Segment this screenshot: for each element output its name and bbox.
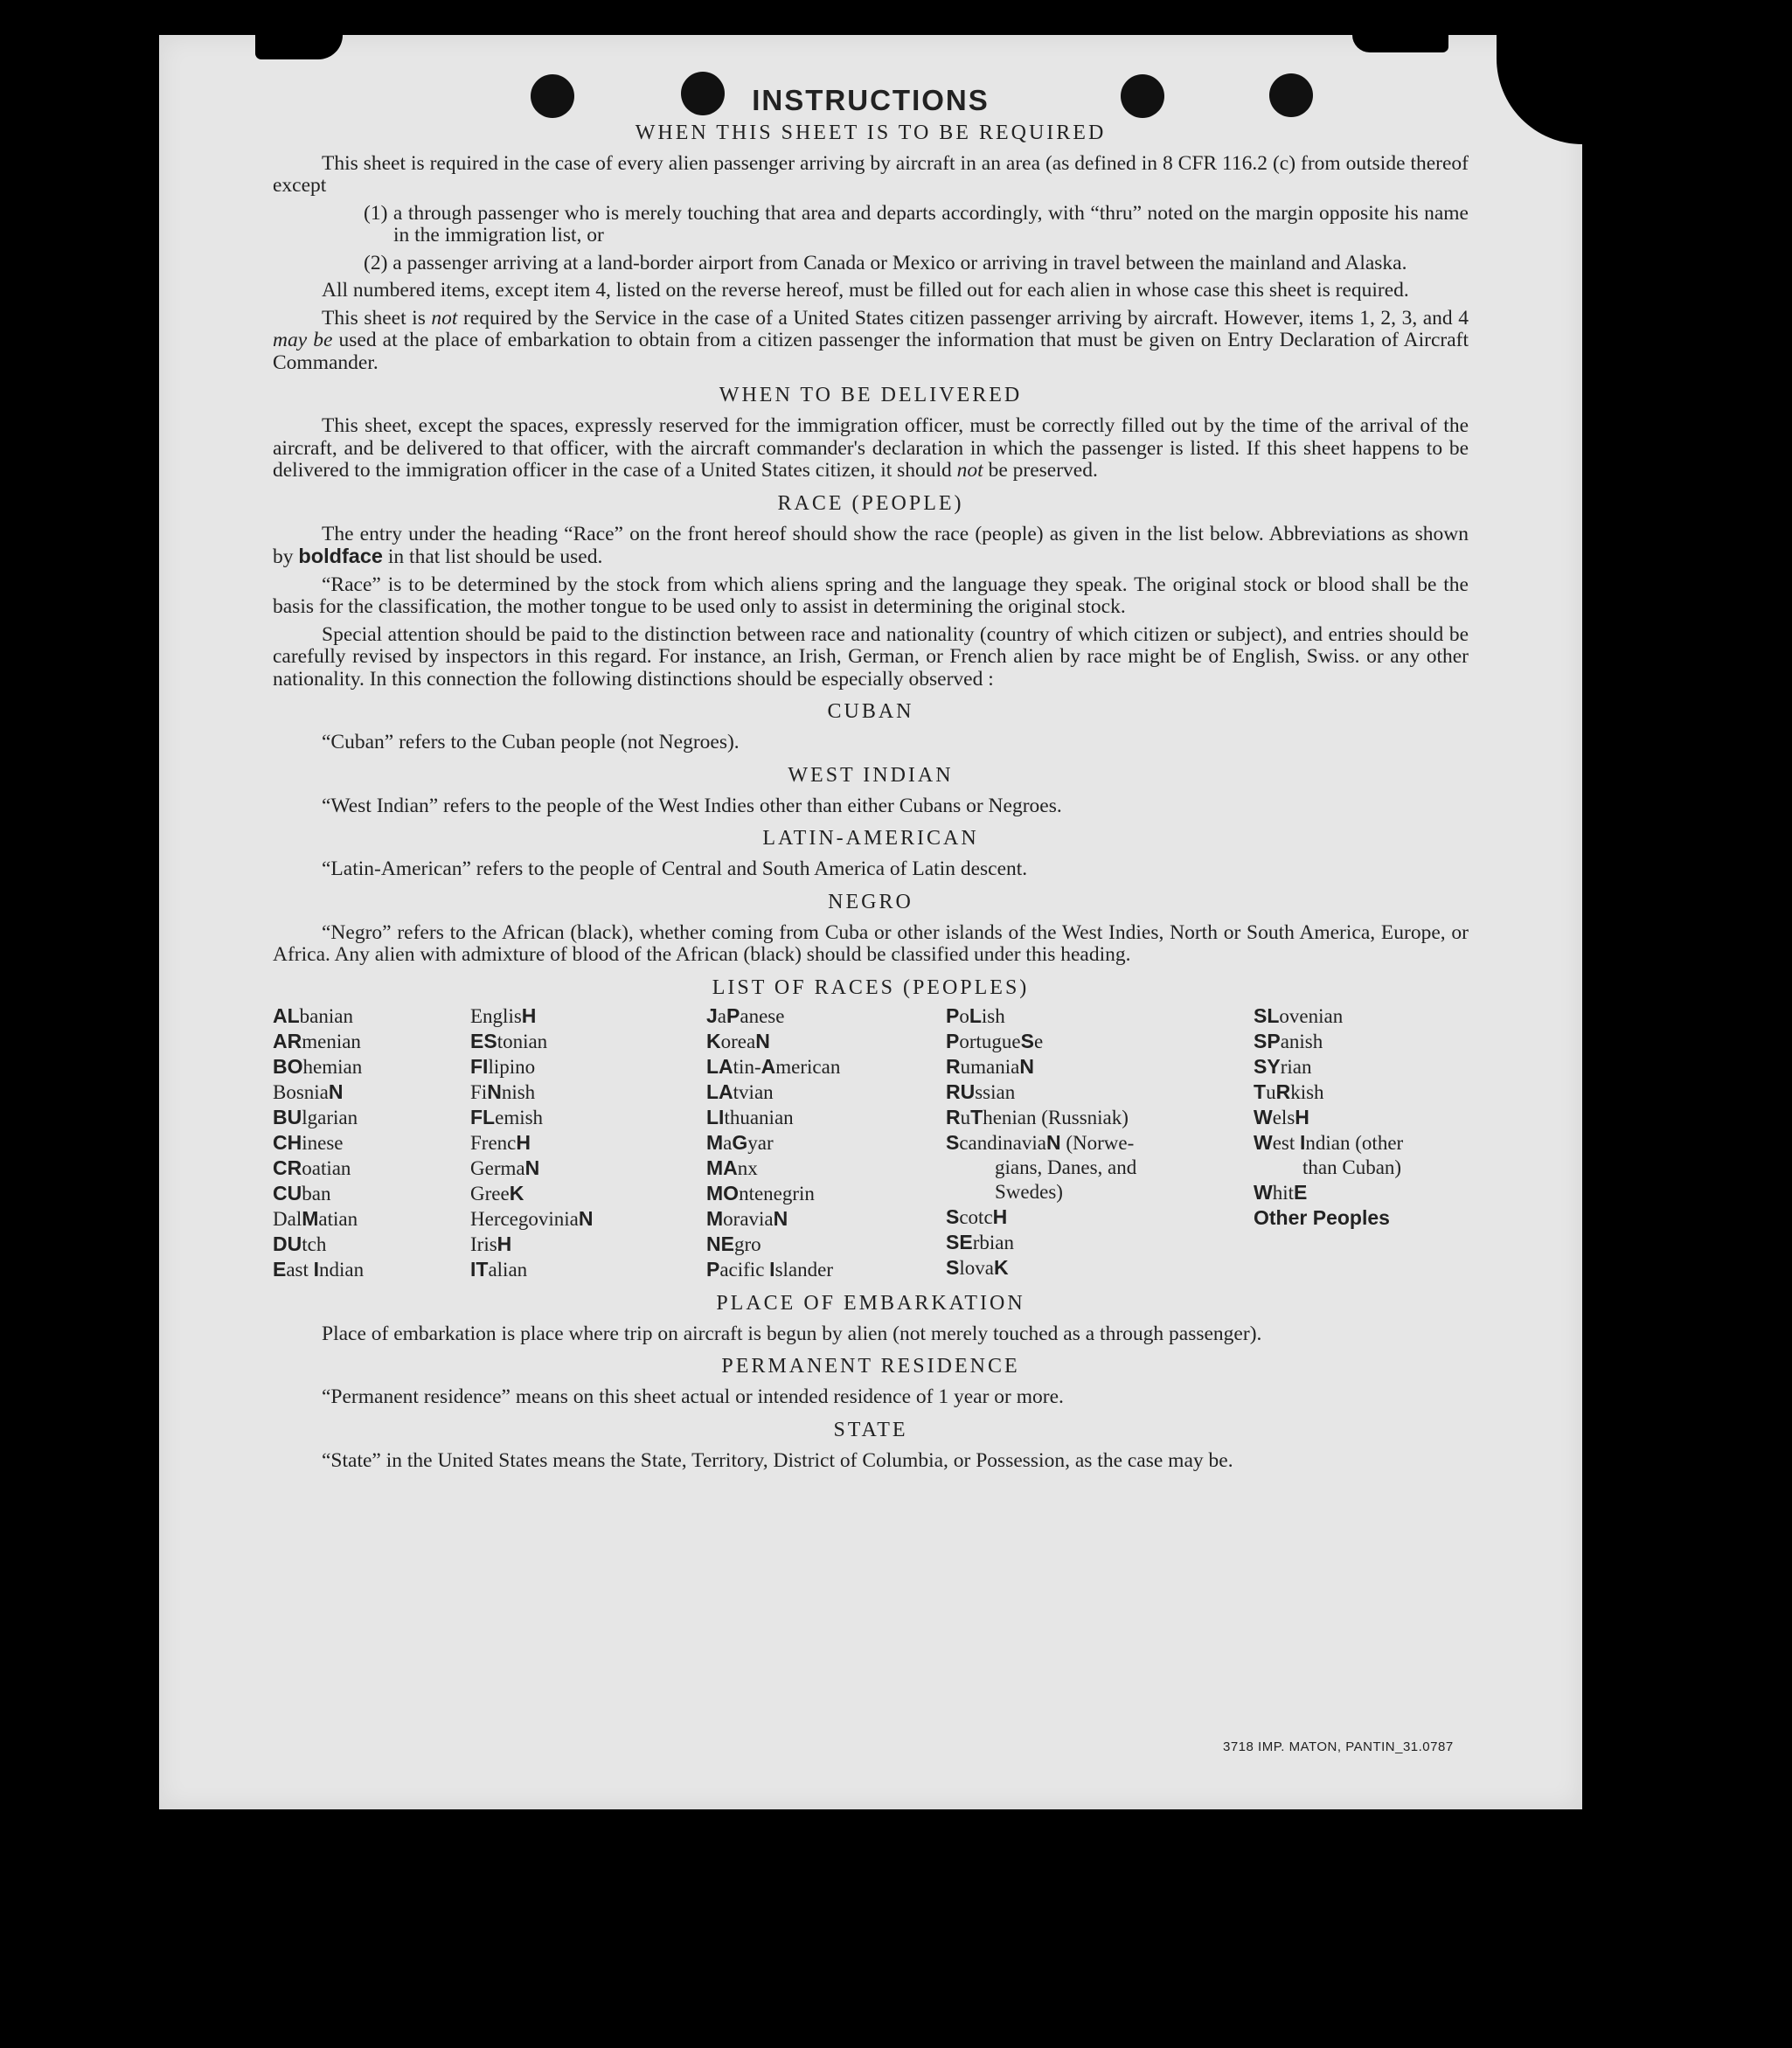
race-entry: ARmenian [273,1029,361,1052]
race-entry: RUssian [946,1080,1016,1103]
section-heading: PLACE OF EMBARKATION [716,1291,1025,1315]
race-entry: TuRkish [1254,1080,1324,1103]
paragraph: This sheet is not required by the Service in the case of a United States citizen passenger arriving by aircraft. However, items 1, 2, 3, and 4 may be used at the place of embarkation to obtain from a citizen passenger the information that must be given on Entry Declaration of Aircraft Commander. [273,306,1469,374]
race-entry: SErbian [946,1230,1014,1253]
race-entry: JaPanese [706,1003,785,1027]
paragraph: “West Indian” refers to the people of the West Indies other than either Cubans or Negroes. [322,794,1062,817]
race-entry: FrencH [470,1130,531,1154]
instructions-body [273,84,1469,1477]
section-heading: LATIN-AMERICAN [762,827,979,850]
race-entry: ScandinaviaN (Norwe- [946,1130,1135,1154]
races-column [946,1003,1254,1282]
race-entry: FiNnish [470,1080,536,1103]
race-entry: EStonian [470,1029,548,1052]
paragraph: The entry under the heading “Race” on the front hereof should show the race (people) as given in the list below. Abbreviations as shown by boldface in that list should be used. [273,522,1469,568]
race-entry: BOhemian [273,1054,363,1078]
race-entry: West Indian (other [1254,1130,1404,1154]
races-column [1254,1003,1469,1282]
paragraph: This sheet is required in the case of every alien passenger arriving by aircraft in an area (as defined in 8 CFR 116.2 (c) from outside thereof except [273,151,1469,197]
race-entry: MoraviaN [706,1206,788,1230]
section-heading: RACE (PEOPLE) [777,491,964,515]
paragraph: “State” in the United States means the State, Territory, District of Columbia, or Possession, as the case may be. [322,1448,1233,1472]
race-entry: CHinese [273,1130,344,1154]
printer-mark: 3718 IMP. MATON, PANTIN_31.0787 [1223,1739,1454,1754]
torn-edge [1352,35,1448,52]
section-heading: LIST OF RACES (PEOPLES) [712,975,1030,999]
race-entry: IrisH [470,1232,512,1255]
race-entry: FIlipino [470,1054,536,1078]
list-item: (1) a through passenger who is merely touching that area and departs accordingly, with “thru” noted on the margin opposite his name in the immigration list, or [364,201,1469,246]
race-entry: HercegoviniaN [470,1206,594,1230]
race-entry: East Indian [273,1257,365,1281]
page-title: INSTRUCTIONS [752,84,990,116]
paragraph: This sheet, except the spaces, expressly reserved for the immigration officer, must be correctly filled out by the time of the arrival of the aircraft, and be delivered to that officer, with the aircraft commander's declaration in which the passenger is listed. If this sheet happens to be delivered to the immigration officer in the case of a United States citizen, it should not be preserved. [273,414,1469,482]
paragraph: “Permanent residence” means on this sheet actual or intended residence of 1 year or more. [322,1385,1064,1408]
race-entry: than Cuban) [1302,1156,1402,1178]
races-column [706,1003,946,1282]
section-heading: PERMANENT RESIDENCE [721,1355,1020,1378]
paragraph: “Race” is to be determined by the stock from which aliens spring and the language they speak. The original stock or blood shall be the basis for the classification, the mother tongue to be used only to assist in determining the original stock. [273,573,1469,618]
race-entry: SLovenian [1254,1003,1344,1027]
section-heading: WHEN TO BE DELIVERED [719,384,1023,406]
race-entry: RuThenian (Russniak) [946,1105,1129,1128]
race-entry: MaGyar [706,1130,774,1154]
race-entry: WhitE [1254,1180,1308,1204]
race-entry: ITalian [470,1257,528,1281]
race-entry: LAtin-American [706,1054,841,1078]
section-heading: WEST INDIAN [788,763,954,787]
race-entry: BosniaN [273,1080,344,1103]
races-column [273,1003,470,1282]
paragraph: Special attention should be paid to the distinction between race and nationality (country of which citizen or subject), and entries should be carefully revised by inspectors in this regard. For instance, an Irish, German, or French alien by race might be of English, Swiss. or any other nationality. In this connection the following distinctions should be especially observed : [273,622,1469,691]
list-item: (2) a passenger arriving at a land-border airport from Canada or Mexico or arriving in travel between the mainland and Alaska. [364,251,1407,274]
document-sheet [159,35,1582,1809]
race-entry: BUlgarian [273,1105,358,1128]
race-entry: PortugueSe [946,1029,1044,1052]
section-heading: CUBAN [827,700,914,723]
race-entry: DalMatian [273,1206,358,1230]
race-entry: ScotcH [946,1205,1008,1228]
paragraph: Place of embarkation is place where trip on aircraft is begun by alien (not merely touched as a through passenger). [322,1322,1262,1345]
race-entry: LIthuanian [706,1105,794,1128]
race-entry: Swedes) [995,1180,1063,1203]
race-entry: EnglisH [470,1003,537,1027]
race-entry: SlovaK [946,1255,1009,1279]
race-entry: PoLish [946,1003,1005,1027]
race-entry: DUtch [273,1232,327,1255]
race-entry: MAnx [706,1156,758,1179]
race-entry: GreeK [470,1181,524,1205]
paragraph: All numbered items, except item 4, listed on the reverse hereof, must be filled out for each alien in whose case this sheet is required. [322,279,1409,302]
races-column [470,1003,706,1282]
race-entry: SPanish [1254,1029,1323,1052]
race-entry: gians, Danes, and [995,1156,1137,1178]
torn-edge [1497,35,1582,144]
race-entry: SYrian [1254,1054,1312,1078]
section-heading: WHEN THIS SHEET IS TO BE REQUIRED [635,121,1107,144]
torn-edge [255,35,343,59]
races-list [273,1003,1469,1282]
race-entry: Pacific Islander [706,1257,833,1281]
race-entry: CUban [273,1181,331,1205]
paragraph: “Latin-American” refers to the people of Central and South America of Latin descent. [322,857,1028,880]
race-entry: LAtvian [706,1080,774,1103]
race-entry: KoreaN [706,1029,770,1052]
section-heading: NEGRO [828,890,913,913]
race-entry: WelsH [1254,1105,1309,1128]
race-entry: ALbanian [273,1003,353,1027]
paragraph: “Negro” refers to the African (black), whether coming from Cuba or other islands of the West Indies, North or South America, Europe, or Africa. Any alien with admixture of blood of the African (black) should be classified under this heading. [273,920,1469,966]
section-heading: STATE [833,1418,908,1441]
race-entry: GermaN [470,1156,540,1179]
race-entry: Other Peoples [1254,1205,1390,1229]
paragraph: “Cuban” refers to the Cuban people (not Negroes). [322,731,740,753]
race-entry: MOntenegrin [706,1181,815,1205]
race-entry: CRoatian [273,1156,351,1179]
race-entry: RumaniaN [946,1054,1034,1078]
race-entry: FLemish [470,1105,544,1128]
race-entry: NEgro [706,1232,761,1255]
